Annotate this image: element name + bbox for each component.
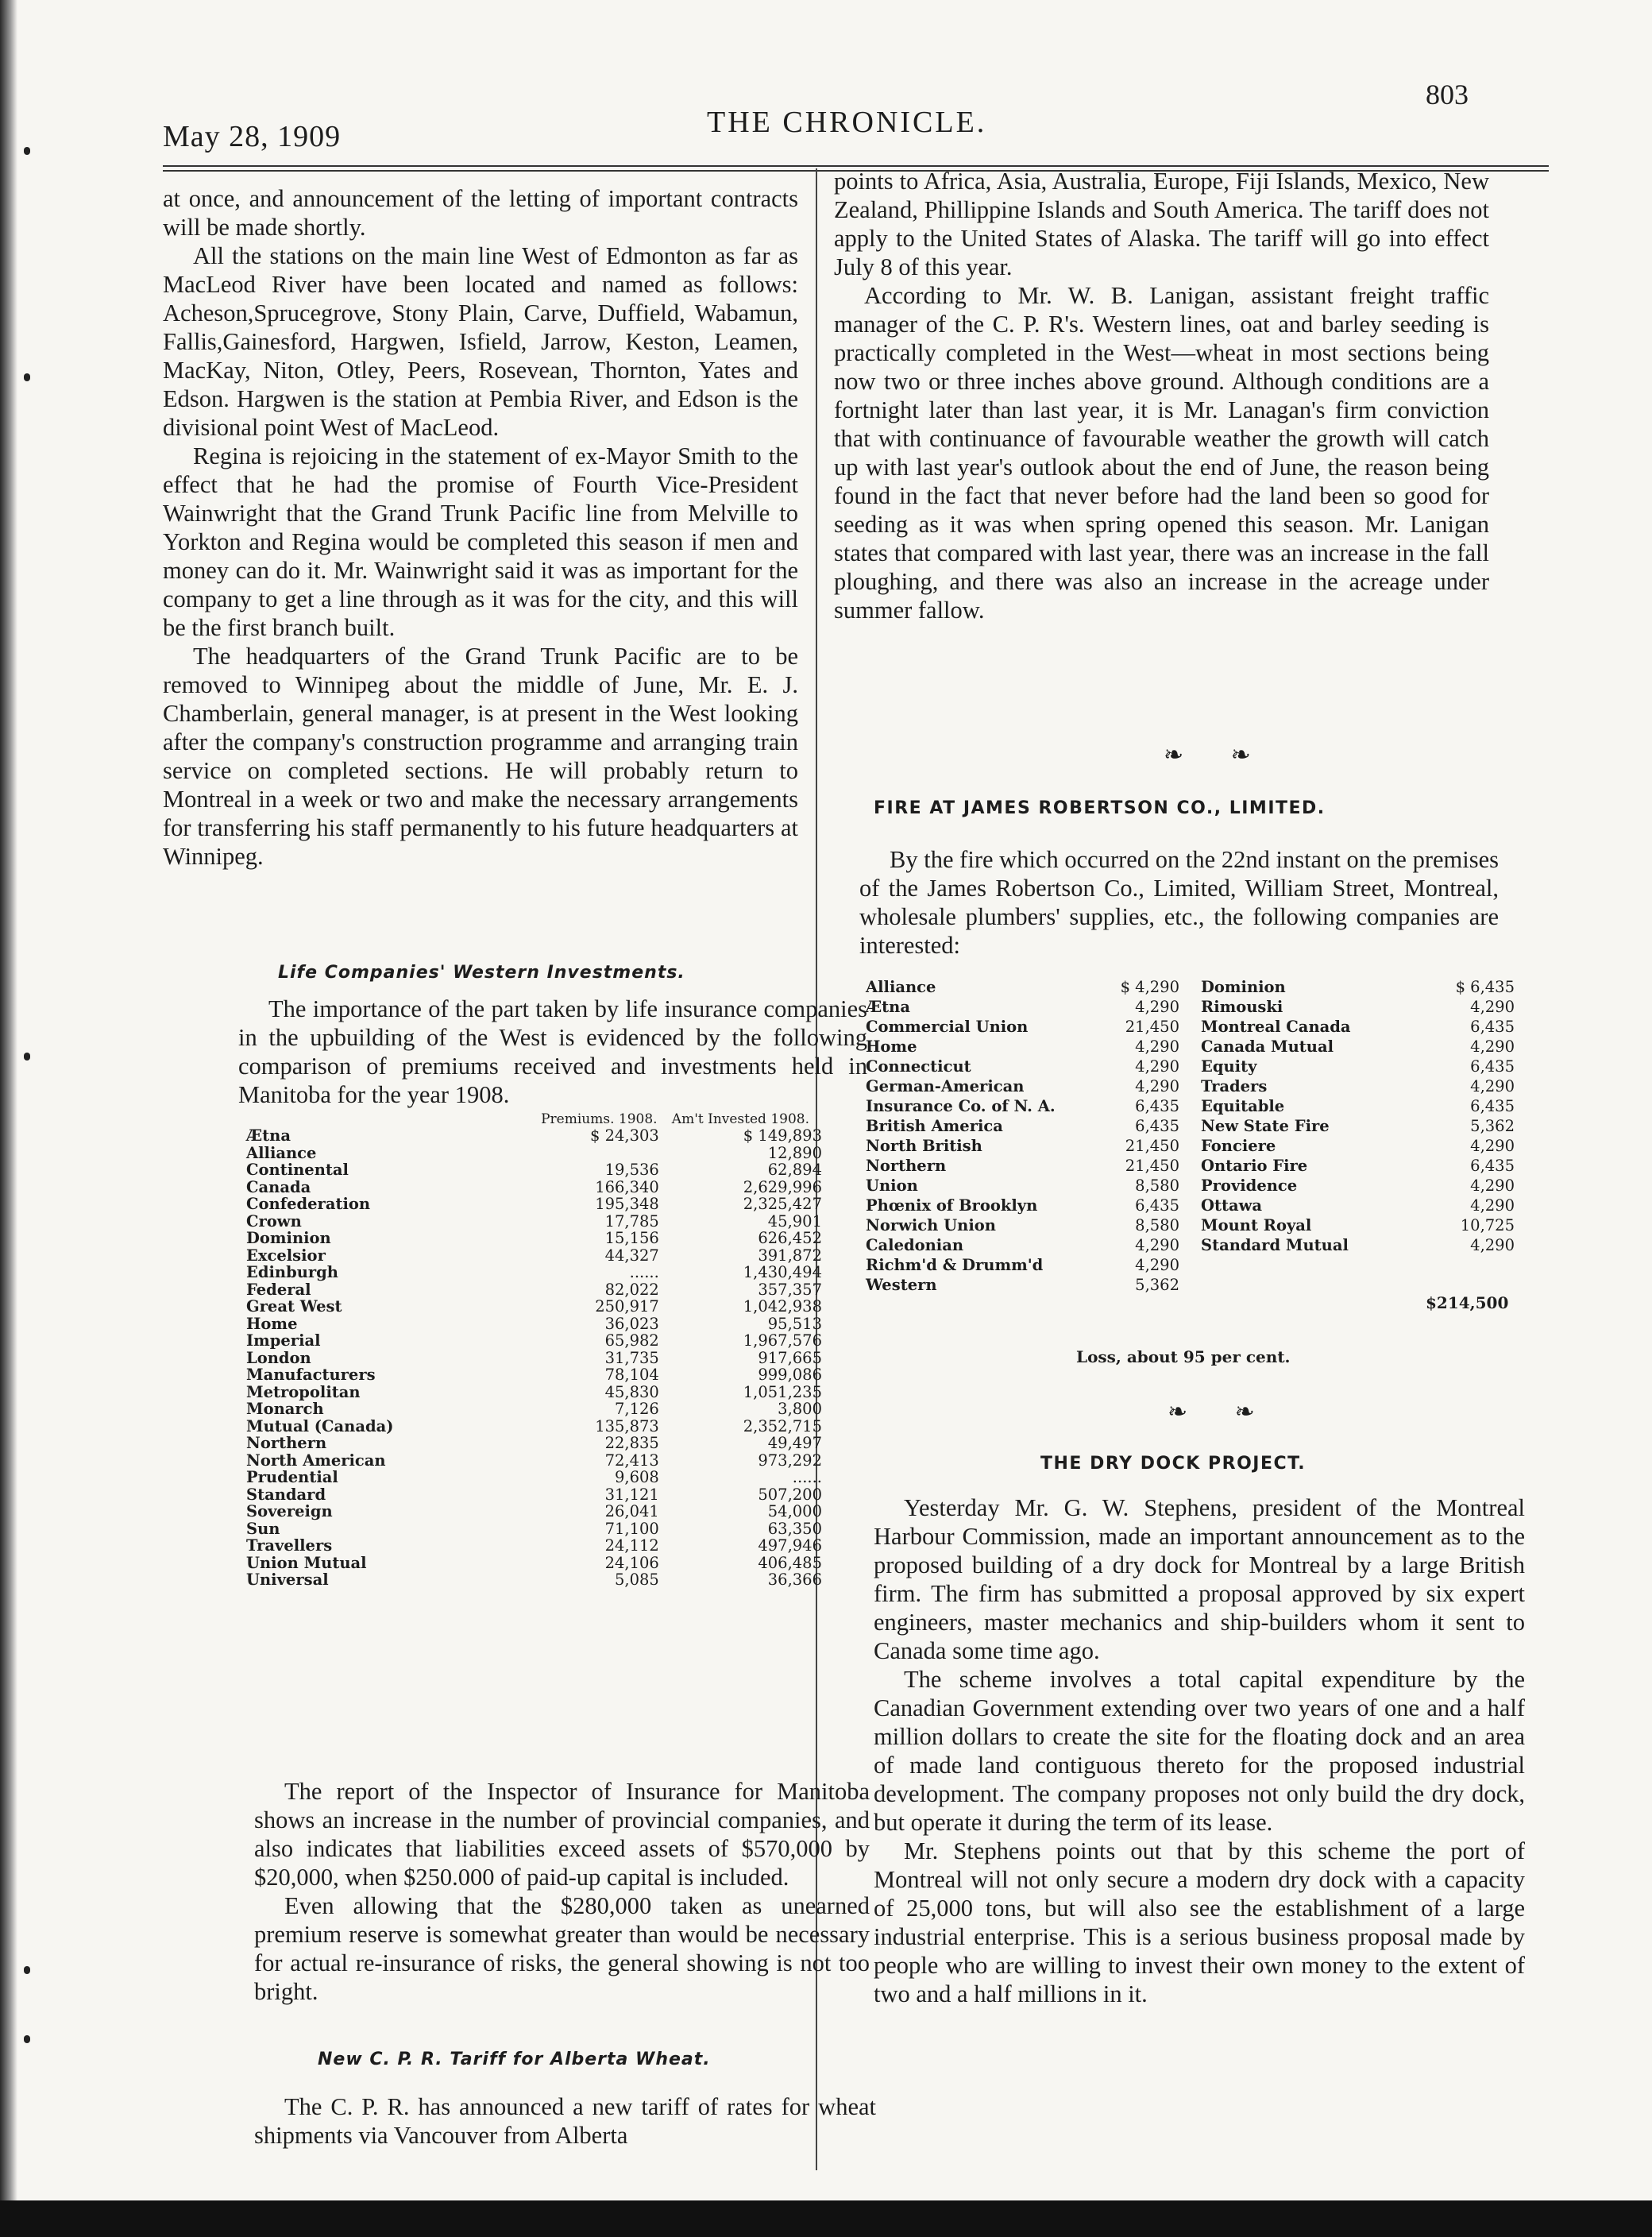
invested-value: 2,325,427 <box>743 1195 822 1213</box>
invested-value: 406,485 <box>758 1553 822 1572</box>
column-header-premiums: Premiums. 1908. <box>541 1111 658 1127</box>
amount-value: 21,450 <box>1125 1137 1179 1155</box>
table-row <box>1201 1196 1515 1215</box>
article-paragraph: points to Africa, Asia, Australia, Europe, Fiji Islands, Mexico, New Zealand, Phillippine Islands and South America. The tariff does not apply to the United States of Alaska. The tariff will go into effect July 8 of this year. <box>834 168 1489 280</box>
table-row <box>866 1215 1179 1235</box>
dock-article <box>874 1493 1525 2008</box>
company-name: Insurance Co. of N. A. <box>866 1097 1056 1115</box>
premiums-value: 17,785 <box>604 1211 659 1231</box>
fire-table-right-body <box>1201 977 1515 1255</box>
fire-loss: Loss, about 95 per cent. <box>1076 1347 1291 1366</box>
amount-value: 21,450 <box>1125 1018 1179 1036</box>
company-name: Union <box>866 1176 918 1195</box>
invested-value: 12,890 <box>767 1143 822 1162</box>
invested-value: 626,452 <box>758 1229 822 1247</box>
company-name: Richm'd & Drumm'd <box>866 1256 1044 1274</box>
article-paragraph: The C. P. R. has announced a new tariff of rates for wheat shipments via Vancouver from Alberta <box>254 2093 876 2149</box>
fire-intro <box>859 845 1499 960</box>
table-row <box>866 1017 1179 1037</box>
table-row <box>246 1520 822 1538</box>
amount-value: 4,290 <box>1135 1037 1179 1056</box>
invested-value: 1,967,576 <box>743 1331 822 1350</box>
invested-value: 917,665 <box>758 1348 822 1367</box>
table-row <box>246 1196 822 1213</box>
premiums-value: ...... <box>629 1263 659 1281</box>
company-name: North British <box>866 1137 982 1155</box>
table-row <box>866 1275 1179 1295</box>
company-name: Connecticut <box>866 1057 971 1076</box>
binding-mark <box>24 373 30 381</box>
article-paragraph: Even allowing that the $280,000 taken as unearned premium reserve is somewhat greater than would be necessary for actual re-insurance of risks, the general showing is not too bright. <box>254 1892 870 2005</box>
fire-table-left-body <box>866 977 1179 1295</box>
table-row <box>246 1264 822 1281</box>
table-row <box>246 1350 822 1367</box>
table-row <box>866 1156 1179 1176</box>
article-paragraph: Regina is rejoicing in the statement of ex-Mayor Smith to the effect that he had the promise of Fourth Vice-President Wainwright that the Grand Trunk Pacific line from Melville to Yorkton and Regina would be completed this season if men and money can do it. Mr. Wainwright said it was as important for the company to get a line through as it was for the city, and this will be the first branch built. <box>163 442 798 641</box>
premiums-value: 166,340 <box>595 1177 659 1196</box>
premiums-value: 7,126 <box>615 1400 659 1418</box>
company-name: Phœnix of Brooklyn <box>866 1196 1038 1215</box>
amount-value: 4,290 <box>1470 1176 1515 1195</box>
company-name: Alliance <box>866 978 936 996</box>
article-paragraph: The headquarters of the Grand Trunk Pacific are to be removed to Winnipeg about the middle of June, Mr. E. J. Chamberlain, general manager, is at present in the West looking after the company's construction programme and arranging train service on completed sections. He will probably return to Montreal in a week or two and make the necessary arrangements for transferring his staff permanently to his future headquarters at Winnipeg. <box>163 643 798 870</box>
binding-edge <box>0 0 17 2237</box>
premiums-value: 195,348 <box>595 1195 659 1213</box>
company-name: Montreal Canada <box>1201 1018 1351 1036</box>
table-row <box>1201 977 1515 997</box>
invested-value: ...... <box>792 1468 822 1486</box>
table-row <box>246 1145 822 1162</box>
amount-value: 6,435 <box>1135 1097 1179 1115</box>
article-paragraph: Yesterday Mr. G. W. Stephens, president of the Montreal Harbour Commission, made an important announcement as to the proposed building of a dry dock for Montreal by a large British firm. The firm has submitted a proposal approved by six expert engineers, master mechanics and ship-builders whom it sent to Canada some time ago. <box>874 1494 1525 1664</box>
table-row <box>1201 1215 1515 1235</box>
article-paragraph: By the fire which occurred on the 22nd instant on the premises of the James Robertson Co., Limited, William Street, Montreal, wholesale plumbers' supplies, etc., the following companies are interested: <box>859 846 1499 959</box>
table-row <box>246 1537 822 1555</box>
invested-value: 95,513 <box>767 1314 822 1333</box>
premiums-value: 5,085 <box>615 1571 659 1589</box>
article-paragraph: The report of the Inspector of Insurance for Manitoba shows an increase in the number of provincial companies, and also indicates that liabilities exceed assets of $570,000 by $20,000, when $250.000 of paid-up capital is included. <box>254 1778 870 1891</box>
table-row <box>1201 1156 1515 1176</box>
company-name: Imperial <box>246 1331 321 1350</box>
table-row <box>246 1247 822 1265</box>
invested-value: 1,042,938 <box>743 1297 822 1316</box>
table-row <box>866 1196 1179 1215</box>
company-name: Equity <box>1201 1057 1257 1076</box>
amount-value: 8,580 <box>1135 1176 1179 1195</box>
premiums-value: 78,104 <box>604 1366 659 1384</box>
table-row <box>866 1176 1179 1196</box>
invested-value: 45,901 <box>767 1211 822 1231</box>
amount-value: 4,290 <box>1470 998 1515 1016</box>
company-name: Dominion <box>1201 978 1286 996</box>
table-row <box>866 1136 1179 1156</box>
company-name: Canada <box>246 1177 311 1196</box>
table-row <box>246 1503 822 1520</box>
invested-value: 391,872 <box>758 1246 822 1265</box>
table-row <box>246 1418 822 1435</box>
amount-value: 8,580 <box>1135 1216 1179 1234</box>
table-row <box>246 1298 822 1316</box>
table-row <box>866 1076 1179 1096</box>
table-row <box>246 1213 822 1231</box>
premiums-value: 65,982 <box>604 1331 659 1350</box>
table-row <box>866 977 1179 997</box>
company-name: Sovereign <box>246 1502 333 1520</box>
amount-value: $ 4,290 <box>1120 978 1179 996</box>
amount-value: 6,435 <box>1470 1097 1515 1115</box>
scan-bottom-edge <box>0 2200 1652 2237</box>
invested-value: 2,352,715 <box>743 1416 822 1435</box>
company-name: Crown <box>246 1211 302 1231</box>
company-name: Manufacturers <box>246 1366 376 1384</box>
article-paragraph: Mr. Stephens points out that by this scheme the port of Montreal will not only secure a modern dry dock with a capacity of 25,000 tons, but will also see the establishment of a large industrial enterprise. This is a serious business proposal made by people who are willing to invest their own money to the extent of two and a half millions in it. <box>874 1837 1525 2007</box>
binding-mark <box>24 1966 30 1974</box>
invested-value: 507,200 <box>758 1485 822 1504</box>
company-name: New State Fire <box>1201 1117 1330 1135</box>
life-section-heading: Life Companies' Western Investments. <box>278 963 685 983</box>
premiums-value: 24,106 <box>604 1553 659 1572</box>
dock-section-heading: THE DRY DOCK PROJECT. <box>1040 1454 1307 1474</box>
table-row <box>246 1366 822 1384</box>
invested-value: 357,357 <box>758 1280 822 1299</box>
article-paragraph: at once, and announcement of the letting of important contracts will be made shortly. <box>163 185 798 241</box>
amount-value: 4,290 <box>1470 1037 1515 1056</box>
invested-value: 497,946 <box>758 1536 822 1555</box>
issue-date: May 28, 1909 <box>163 120 342 153</box>
premiums-value: 45,830 <box>604 1382 659 1401</box>
amount-value: 5,362 <box>1135 1276 1179 1294</box>
premiums-value: 26,041 <box>604 1502 659 1520</box>
table-row <box>246 1401 822 1418</box>
table-row <box>246 1281 822 1299</box>
right-column-intro <box>834 167 1489 624</box>
table-row <box>866 1255 1179 1275</box>
company-name: Excelsior <box>246 1246 326 1265</box>
manitoba-report <box>254 1777 870 2006</box>
table-row <box>246 1555 822 1572</box>
company-name: Prudential <box>246 1468 338 1486</box>
tariff-article <box>254 2092 876 2150</box>
life-table-body <box>246 1127 822 1589</box>
table-row <box>866 1037 1179 1057</box>
premiums-value: 31,121 <box>604 1485 659 1504</box>
premiums-value: 15,156 <box>604 1229 659 1247</box>
premiums-value: 36,023 <box>604 1314 659 1333</box>
amount-value: 5,362 <box>1470 1117 1515 1135</box>
page-number: 803 <box>1426 79 1469 110</box>
company-name: Rimouski <box>1201 998 1283 1016</box>
table-row <box>246 1316 822 1333</box>
table-row <box>1201 1076 1515 1096</box>
company-name: Ontario Fire <box>1201 1157 1308 1175</box>
invested-value: 1,051,235 <box>743 1382 822 1401</box>
table-row <box>246 1161 822 1179</box>
invested-value: 63,350 <box>767 1519 822 1538</box>
table-row <box>246 1179 822 1196</box>
life-investments-table <box>246 1112 822 1589</box>
invested-value: 36,366 <box>767 1571 822 1589</box>
premiums-value: 19,536 <box>604 1161 659 1179</box>
amount-value: 4,290 <box>1470 1236 1515 1254</box>
table-row <box>1201 1176 1515 1196</box>
amount-value: 10,725 <box>1460 1216 1515 1234</box>
premiums-value: 24,112 <box>604 1536 659 1555</box>
company-name: Travellers <box>246 1536 333 1555</box>
table-row <box>866 1116 1179 1136</box>
table-row <box>1201 1116 1515 1136</box>
invested-value: 62,894 <box>767 1161 822 1179</box>
premiums-value: 82,022 <box>604 1280 659 1299</box>
company-name: Fonciere <box>1201 1137 1276 1155</box>
amount-value: 4,290 <box>1135 998 1179 1016</box>
amount-value: 6,435 <box>1470 1157 1515 1175</box>
table-row <box>246 1127 822 1145</box>
table-row <box>246 1571 822 1589</box>
company-name: Ottawa <box>1201 1196 1263 1215</box>
invested-value: 54,000 <box>767 1502 822 1520</box>
amount-value: 6,435 <box>1135 1117 1179 1135</box>
company-name: Dominion <box>246 1229 331 1247</box>
amount-value: 4,290 <box>1470 1196 1515 1215</box>
binding-mark <box>24 1053 30 1061</box>
premiums-value: 22,835 <box>604 1434 659 1452</box>
company-name: Alliance <box>246 1143 317 1162</box>
binding-mark <box>24 2035 30 2043</box>
fire-section-heading: FIRE AT JAMES ROBERTSON CO., LIMITED. <box>874 798 1326 818</box>
company-name: Home <box>246 1314 298 1333</box>
company-name: Federal <box>246 1280 311 1299</box>
company-name: Western <box>866 1276 937 1294</box>
company-name: Home <box>866 1037 917 1056</box>
section-ornament: ❧ ❧ <box>1164 742 1272 768</box>
company-name: Ætna <box>246 1126 291 1145</box>
amount-value: 4,290 <box>1135 1057 1179 1076</box>
company-name: London <box>246 1348 311 1367</box>
article-paragraph: According to Mr. W. B. Lanigan, assistant freight traffic manager of the C. P. R's. Western lines, oat and barley seeding is practically completed in the West—wheat in most sections being now two or three inches above ground. Although conditions are a fortnight later than last year, it is Mr. Lanagan's firm conviction that with continuance of favourable weather the growth will catch up with last year's outlook about the end of June, the reason being found in the fact that never before had the land been so good for seeding as it was when spring opened this season. Mr. Lanigan states that compared with last year, there was an increase in the fall ploughing, and there was also an increase in the acreage under summer fallow. <box>834 282 1489 624</box>
table-row <box>246 1435 822 1452</box>
company-name: Commercial Union <box>866 1018 1029 1036</box>
company-name: Traders <box>1201 1077 1268 1095</box>
article-paragraph: The scheme involves a total capital expenditure by the Canadian Government extending over two years of one and a half million dollars to create the site for the floating dock and an area of made land contiguous thereto for the proposed industrial development. The company proposes not only build the dry dock, but operate it during the term of its lease. <box>874 1666 1525 1836</box>
company-name: Confederation <box>246 1195 371 1213</box>
company-name: North American <box>246 1451 386 1470</box>
amount-value: 6,435 <box>1470 1057 1515 1076</box>
company-name: Equitable <box>1201 1097 1285 1115</box>
invested-value: $ 149,893 <box>743 1126 822 1145</box>
company-name: Continental <box>246 1161 349 1179</box>
table-row <box>866 1235 1179 1255</box>
company-name: Union Mutual <box>246 1553 367 1572</box>
company-name: Providence <box>1201 1176 1298 1195</box>
premiums-value: 71,100 <box>604 1519 659 1538</box>
table-row <box>1201 1057 1515 1076</box>
invested-value: 49,497 <box>767 1434 822 1452</box>
company-name: Great West <box>246 1297 342 1316</box>
company-name: Northern <box>866 1157 947 1175</box>
company-name: Metropolitan <box>246 1382 361 1401</box>
life-intro <box>238 995 867 1109</box>
company-name: British America <box>866 1117 1003 1135</box>
table-row <box>246 1332 822 1350</box>
premiums-value: 72,413 <box>604 1451 659 1470</box>
company-name: Universal <box>246 1571 329 1589</box>
table-row <box>246 1486 822 1504</box>
column-header-invested: Am't Invested 1908. <box>671 1111 810 1127</box>
fire-table-left <box>866 977 1179 1295</box>
company-name: Northern <box>246 1434 327 1452</box>
article-paragraph: All the stations on the main line West of Edmonton as far as MacLeod River have been located and named as follows: Acheson,Sprucegrove, Stony Plain, Carve, Duffield, Wabamun, Fallis,Gainesford, Hargwen, Isfield, Jarrow, Keston, Leamen, MacKay, Niton, Otley, Peers, Rosevean, Thornton, Yates and Edson. Hargwen is the station at Pembia River, and Edson is the divisional point West of MacLeod. <box>163 242 798 441</box>
invested-value: 999,086 <box>758 1366 822 1384</box>
table-row <box>1201 1037 1515 1057</box>
company-name: Mutual (Canada) <box>246 1416 394 1435</box>
invested-value: 3,800 <box>778 1400 822 1418</box>
binding-mark <box>24 147 30 155</box>
company-name: Canada Mutual <box>1201 1037 1334 1056</box>
invested-value: 2,629,996 <box>743 1177 822 1196</box>
table-row <box>1201 1136 1515 1156</box>
premiums-value <box>539 1145 659 1162</box>
premiums-value: 44,327 <box>604 1246 659 1265</box>
table-row <box>866 997 1179 1017</box>
article-paragraph: The importance of the part taken by life insurance companies in the upbuilding of the West is evidenced by the following comparison of premiums received and investments held in Manitoba for the year 1908. <box>238 995 867 1108</box>
company-name: Standard <box>246 1485 326 1504</box>
amount-value: 21,450 <box>1125 1157 1179 1175</box>
table-row <box>1201 997 1515 1017</box>
table-row <box>246 1452 822 1470</box>
table-row <box>246 1469 822 1486</box>
amount-value: 6,435 <box>1470 1018 1515 1036</box>
table-row <box>1201 1017 1515 1037</box>
premiums-value: $ 24,303 <box>589 1126 659 1145</box>
amount-value: 4,290 <box>1135 1236 1179 1254</box>
company-name: Monarch <box>246 1400 324 1418</box>
table-row <box>246 1230 822 1247</box>
amount-value: 6,435 <box>1135 1196 1179 1215</box>
premiums-value: 250,917 <box>595 1297 659 1316</box>
company-name: Sun <box>246 1519 280 1538</box>
premiums-value: 9,608 <box>615 1468 659 1486</box>
table-row <box>246 1384 822 1401</box>
left-column-intro <box>163 184 798 871</box>
table-row <box>1201 1235 1515 1255</box>
table-row <box>866 1057 1179 1076</box>
company-name: Mount Royal <box>1201 1216 1312 1234</box>
fire-total: $214,500 <box>1426 1293 1509 1312</box>
company-name: German-American <box>866 1077 1025 1095</box>
table-row <box>866 1096 1179 1116</box>
amount-value: 4,290 <box>1135 1077 1179 1095</box>
premiums-value: 135,873 <box>595 1416 659 1435</box>
section-ornament: ❧ ❧ <box>1168 1399 1276 1425</box>
tariff-section-heading: New C. P. R. Tariff for Alberta Wheat. <box>318 2050 711 2069</box>
company-name: Standard Mutual <box>1201 1236 1349 1254</box>
amount-value: $ 6,435 <box>1455 978 1515 996</box>
company-name: Ætna <box>866 998 910 1016</box>
amount-value: 4,290 <box>1470 1137 1515 1155</box>
table-row <box>1201 1096 1515 1116</box>
company-name: Edinburgh <box>246 1263 338 1281</box>
company-name: Caledonian <box>866 1236 964 1254</box>
invested-value: 1,430,494 <box>743 1263 822 1281</box>
amount-value: 4,290 <box>1135 1256 1179 1274</box>
company-name: Norwich Union <box>866 1216 996 1234</box>
invested-value: 973,292 <box>758 1451 822 1470</box>
fire-table-right <box>1201 977 1515 1255</box>
publication-title: THE CHRONICLE. <box>707 106 987 139</box>
premiums-value: 31,735 <box>604 1348 659 1367</box>
amount-value: 4,290 <box>1470 1077 1515 1095</box>
